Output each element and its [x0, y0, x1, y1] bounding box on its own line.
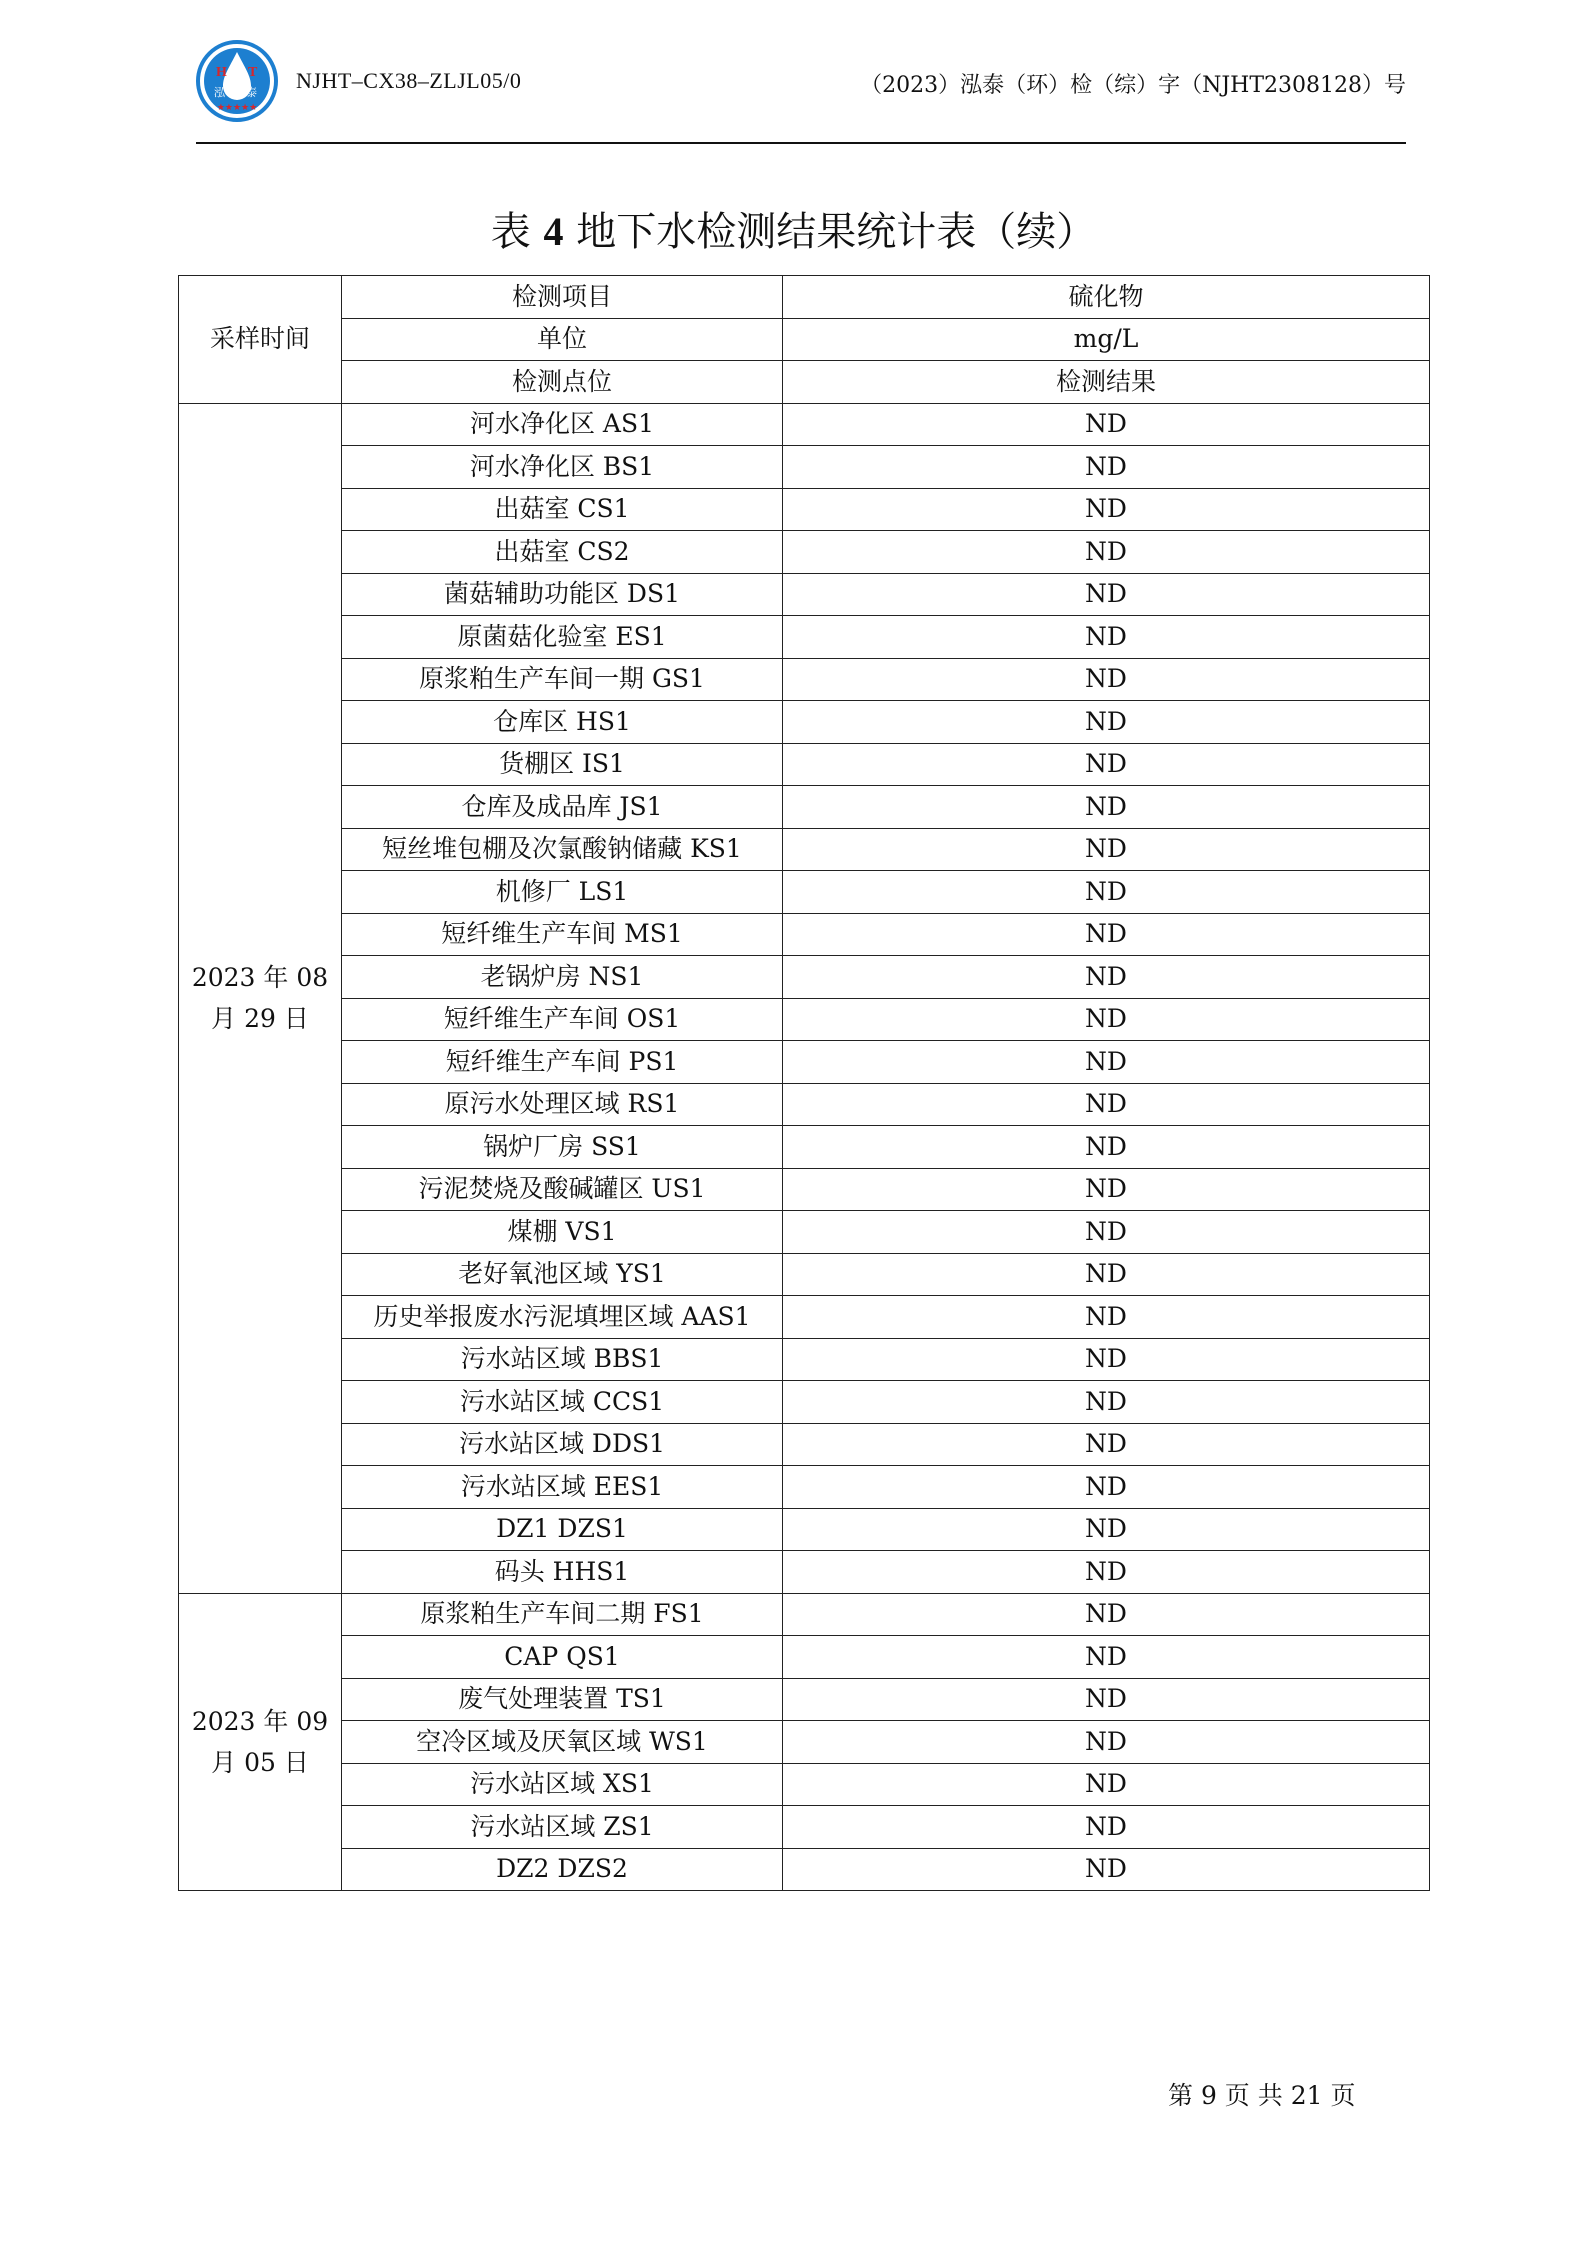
monitoring-point-cell: 短纤维生产车间 PS1 [342, 1041, 783, 1084]
monitoring-point-cell: 老好氧池区域 YS1 [342, 1253, 783, 1296]
table-title-text: 地下水检测结果统计表（续） [576, 209, 1097, 255]
sampling-time-header: 采样时间 [179, 276, 342, 404]
result-cell: ND [783, 1721, 1430, 1764]
result-cell: ND [783, 1211, 1430, 1254]
result-cell: ND [783, 1848, 1430, 1891]
company-logo-icon [196, 38, 278, 124]
table-row [179, 998, 1430, 1041]
table-row [179, 1168, 1430, 1211]
result-cell: ND [783, 1381, 1430, 1424]
table-title-number: 4 [543, 209, 564, 254]
monitoring-point-cell: 货棚区 IS1 [342, 743, 783, 786]
monitoring-point-cell: 空冷区域及厌氧区域 WS1 [342, 1721, 783, 1764]
monitoring-point-cell: 污水站区域 BBS1 [342, 1338, 783, 1381]
table-row [179, 1253, 1430, 1296]
unit-label: 单位 [342, 318, 783, 361]
result-cell: ND [783, 743, 1430, 786]
monitoring-point-cell: 原浆粕生产车间一期 GS1 [342, 658, 783, 701]
monitoring-point-cell: 污水站区域 ZS1 [342, 1806, 783, 1849]
table-row [179, 403, 1430, 446]
result-cell: ND [783, 913, 1430, 956]
result-cell: ND [783, 1806, 1430, 1849]
result-cell: ND [783, 701, 1430, 744]
results-table [178, 275, 1430, 1891]
table-row [179, 1466, 1430, 1509]
result-cell: ND [783, 998, 1430, 1041]
result-cell: ND [783, 1593, 1430, 1636]
monitoring-point-cell: CAP QS1 [342, 1636, 783, 1679]
sampling-date-cell: 2023 年 09 月 05 日 [179, 1593, 342, 1891]
table-row [179, 658, 1430, 701]
monitoring-point-cell: 短纤维生产车间 OS1 [342, 998, 783, 1041]
monitoring-point-cell: 河水净化区 AS1 [342, 403, 783, 446]
result-cell: ND [783, 1126, 1430, 1169]
monitoring-point-cell: 河水净化区 BS1 [342, 446, 783, 489]
table-row [179, 1763, 1430, 1806]
document-code: NJHT–CX38–ZLJL05/0 [296, 68, 522, 93]
result-label: 检测结果 [783, 361, 1430, 404]
table-row [179, 1126, 1430, 1169]
result-cell: ND [783, 1508, 1430, 1551]
table-row [179, 446, 1430, 489]
result-cell: ND [783, 1296, 1430, 1339]
logo-letter-t: T [248, 65, 258, 80]
result-cell: ND [783, 616, 1430, 659]
monitoring-point-cell: 锅炉厂房 SS1 [342, 1126, 783, 1169]
monitoring-point-cell: DZ2 DZS2 [342, 1848, 783, 1891]
table-row [179, 1508, 1430, 1551]
header-divider [196, 142, 1406, 144]
result-cell: ND [783, 1253, 1430, 1296]
table-row [179, 786, 1430, 829]
table-row [179, 913, 1430, 956]
point-label: 检测点位 [342, 361, 783, 404]
result-cell: ND [783, 1678, 1430, 1721]
table-title-prefix: 表 [490, 209, 531, 255]
table-row [179, 1381, 1430, 1424]
monitoring-point-cell: 原污水处理区域 RS1 [342, 1083, 783, 1126]
results-table-body [179, 276, 1430, 1891]
table-row [179, 1423, 1430, 1466]
table-row [179, 1211, 1430, 1254]
result-cell: ND [783, 871, 1430, 914]
table-row [179, 531, 1430, 574]
table-row [179, 1678, 1430, 1721]
result-cell: ND [783, 1168, 1430, 1211]
monitoring-point-cell: DZ1 DZS1 [342, 1508, 783, 1551]
result-cell: ND [783, 446, 1430, 489]
logo-char-2: 泰 [246, 86, 257, 99]
table-row [179, 1296, 1430, 1339]
table-row [179, 743, 1430, 786]
header-row-point [179, 361, 1430, 404]
monitoring-point-cell: 污水站区域 CCS1 [342, 1381, 783, 1424]
monitoring-point-cell: 老锅炉房 NS1 [342, 956, 783, 999]
result-cell: ND [783, 1083, 1430, 1126]
logo-letter-h: H [216, 65, 227, 80]
report-number: （2023）泓泰（环）检（综）字（NJHT2308128）号 [860, 73, 1406, 98]
monitoring-point-cell: 码头 HHS1 [342, 1551, 783, 1594]
monitoring-point-cell: 污水站区域 EES1 [342, 1466, 783, 1509]
table-row [179, 488, 1430, 531]
result-cell: ND [783, 573, 1430, 616]
result-cell: ND [783, 956, 1430, 999]
result-cell: ND [783, 1763, 1430, 1806]
result-cell: ND [783, 1338, 1430, 1381]
monitoring-point-cell: 污水站区域 XS1 [342, 1763, 783, 1806]
table-row [179, 573, 1430, 616]
monitoring-point-cell: 煤棚 VS1 [342, 1211, 783, 1254]
result-cell: ND [783, 1423, 1430, 1466]
monitoring-point-cell: 仓库区 HS1 [342, 701, 783, 744]
table-row [179, 871, 1430, 914]
result-cell: ND [783, 828, 1430, 871]
sampling-date-cell: 2023 年 08 月 29 日 [179, 403, 342, 1593]
result-cell: ND [783, 1551, 1430, 1594]
monitoring-point-cell: 出菇室 CS2 [342, 531, 783, 574]
result-cell: ND [783, 403, 1430, 446]
item-label: 检测项目 [342, 276, 783, 319]
unit-value: mg/L [783, 318, 1430, 361]
table-title [0, 200, 1587, 257]
table-row [179, 828, 1430, 871]
monitoring-point-cell: 废气处理装置 TS1 [342, 1678, 783, 1721]
result-cell: ND [783, 1041, 1430, 1084]
table-row [179, 1848, 1430, 1891]
table-row [179, 1551, 1430, 1594]
monitoring-point-cell: 出菇室 CS1 [342, 488, 783, 531]
table-row [179, 1721, 1430, 1764]
monitoring-point-cell: 原菌菇化验室 ES1 [342, 616, 783, 659]
monitoring-point-cell: 仓库及成品库 JS1 [342, 786, 783, 829]
page-number: 第 9 页 共 21 页 [1168, 2081, 1356, 2110]
table-row [179, 1041, 1430, 1084]
table-row [179, 956, 1430, 999]
table-row [179, 1593, 1430, 1636]
table-row [179, 1338, 1430, 1381]
svg-text:★★★★★: ★★★★★ [216, 103, 258, 113]
result-cell: ND [783, 1636, 1430, 1679]
header-row-unit [179, 318, 1430, 361]
table-row [179, 1806, 1430, 1849]
monitoring-point-cell: 原浆粕生产车间二期 FS1 [342, 1593, 783, 1636]
monitoring-point-cell: 机修厂 LS1 [342, 871, 783, 914]
header-row-item [179, 276, 1430, 319]
result-cell: ND [783, 786, 1430, 829]
result-cell: ND [783, 1466, 1430, 1509]
monitoring-point-cell: 污泥焚烧及酸碱罐区 US1 [342, 1168, 783, 1211]
monitoring-point-cell: 菌菇辅助功能区 DS1 [342, 573, 783, 616]
monitoring-point-cell: 污水站区域 DDS1 [342, 1423, 783, 1466]
monitoring-point-cell: 短丝堆包棚及次氯酸钠储藏 KS1 [342, 828, 783, 871]
result-cell: ND [783, 488, 1430, 531]
page-header [196, 38, 1406, 146]
result-cell: ND [783, 531, 1430, 574]
logo-char-1: 泓 [214, 86, 225, 99]
monitoring-point-cell: 历史举报废水污泥填埋区域 AAS1 [342, 1296, 783, 1339]
table-row [179, 701, 1430, 744]
result-cell: ND [783, 658, 1430, 701]
table-row [179, 1636, 1430, 1679]
table-row [179, 616, 1430, 659]
item-value: 硫化物 [783, 276, 1430, 319]
monitoring-point-cell: 短纤维生产车间 MS1 [342, 913, 783, 956]
table-row [179, 1083, 1430, 1126]
